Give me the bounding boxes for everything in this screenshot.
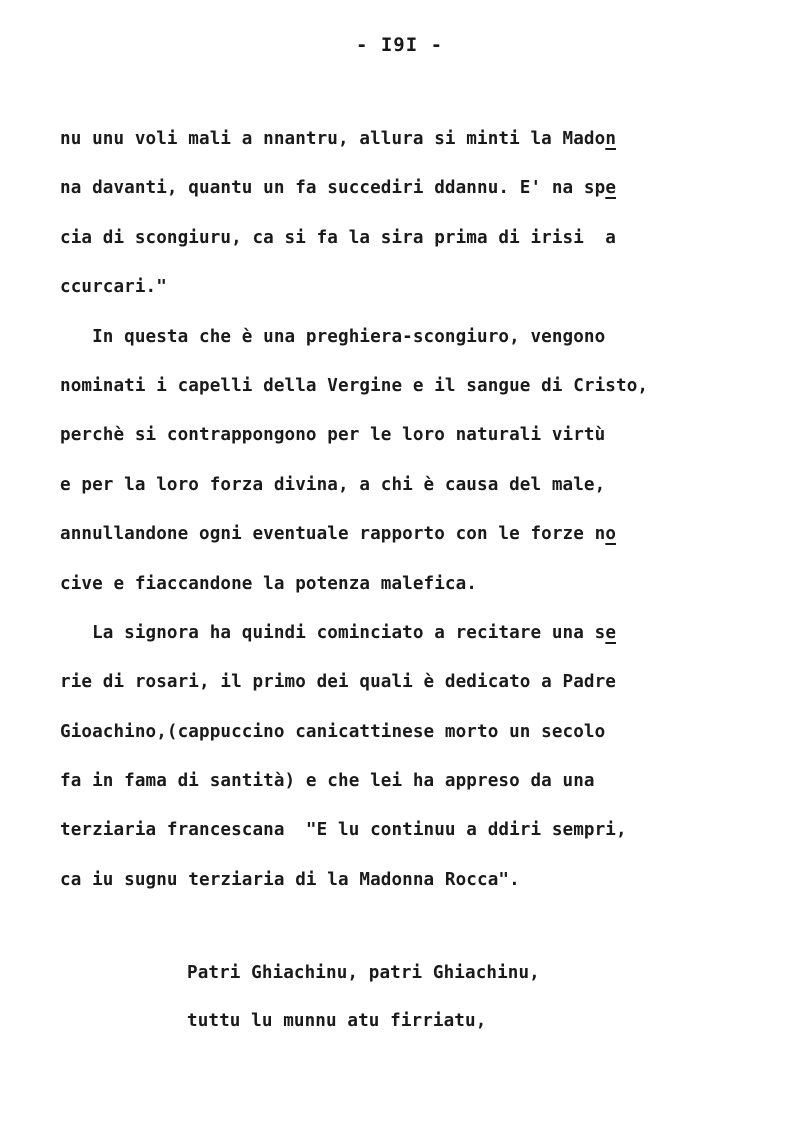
poem-line: Patri Ghiachinu, patri Ghiachinu, (187, 963, 540, 983)
text-segment: cia di scongiuru, ca si fa la sira prima di irisi a (60, 227, 617, 248)
text-line (60, 467, 760, 516)
poem-line: tuttu lu munnu atu firriatu, (187, 1011, 487, 1031)
text-line (60, 664, 760, 713)
text-line (60, 763, 760, 812)
text-segment: ca iu sugnu terziaria di la Madonna Rocca". (60, 869, 520, 890)
text-segment: nominati i capelli della Vergine e il sangue di Cristo, (60, 375, 649, 396)
text-line (60, 714, 760, 763)
text-segment: nu unu voli mali a nnantru, allura si minti la Mado (60, 129, 606, 149)
underlined-text-segment: n (605, 129, 617, 149)
text-line (60, 417, 760, 466)
underlined-text-segment: e (605, 178, 617, 199)
text-segment: Gioachino,(cappuccino canicattinese morto un secolo (60, 721, 606, 742)
text-line (60, 319, 760, 368)
page-number: - I9I - (355, 34, 444, 56)
text-segment: La signora ha quindi cominciato a recitare una s (60, 622, 606, 643)
text-line (60, 516, 760, 565)
text-segment: perchè si contrappongono per le loro naturali virtù (60, 425, 606, 446)
text-line (60, 812, 760, 861)
poem-block (187, 955, 747, 1051)
body-text (60, 121, 760, 911)
text-segment: annullandone ogni eventuale rapporto con le forze n (60, 524, 606, 545)
text-segment: rie di rosari, il primo dei quali è dedicato a Padre (60, 672, 617, 693)
text-segment: na davanti, quantu un fa succediri ddannu. E' na sp (60, 178, 606, 199)
text-segment: cive e fiaccandone la potenza malefica. (60, 573, 478, 594)
text-line (60, 615, 760, 664)
text-line (60, 566, 760, 615)
text-line (60, 170, 760, 219)
underlined-text-segment: o (605, 524, 617, 545)
text-line (60, 121, 760, 170)
text-segment: terziaria francescana "E lu continuu a ddiri sempri, (60, 820, 627, 841)
text-segment: e per la loro forza divina, a chi è causa del male, (60, 474, 606, 495)
text-line (60, 220, 760, 269)
text-segment: In questa che è una preghiera-scongiuro, vengono (60, 326, 606, 347)
underlined-text-segment: e (605, 622, 617, 643)
text-segment: fa in fama di santità) e che lei ha appreso da una (60, 771, 595, 792)
text-line (60, 368, 760, 417)
text-segment: ccurcari." (60, 277, 167, 298)
text-line (60, 269, 760, 318)
text-line (60, 862, 760, 911)
